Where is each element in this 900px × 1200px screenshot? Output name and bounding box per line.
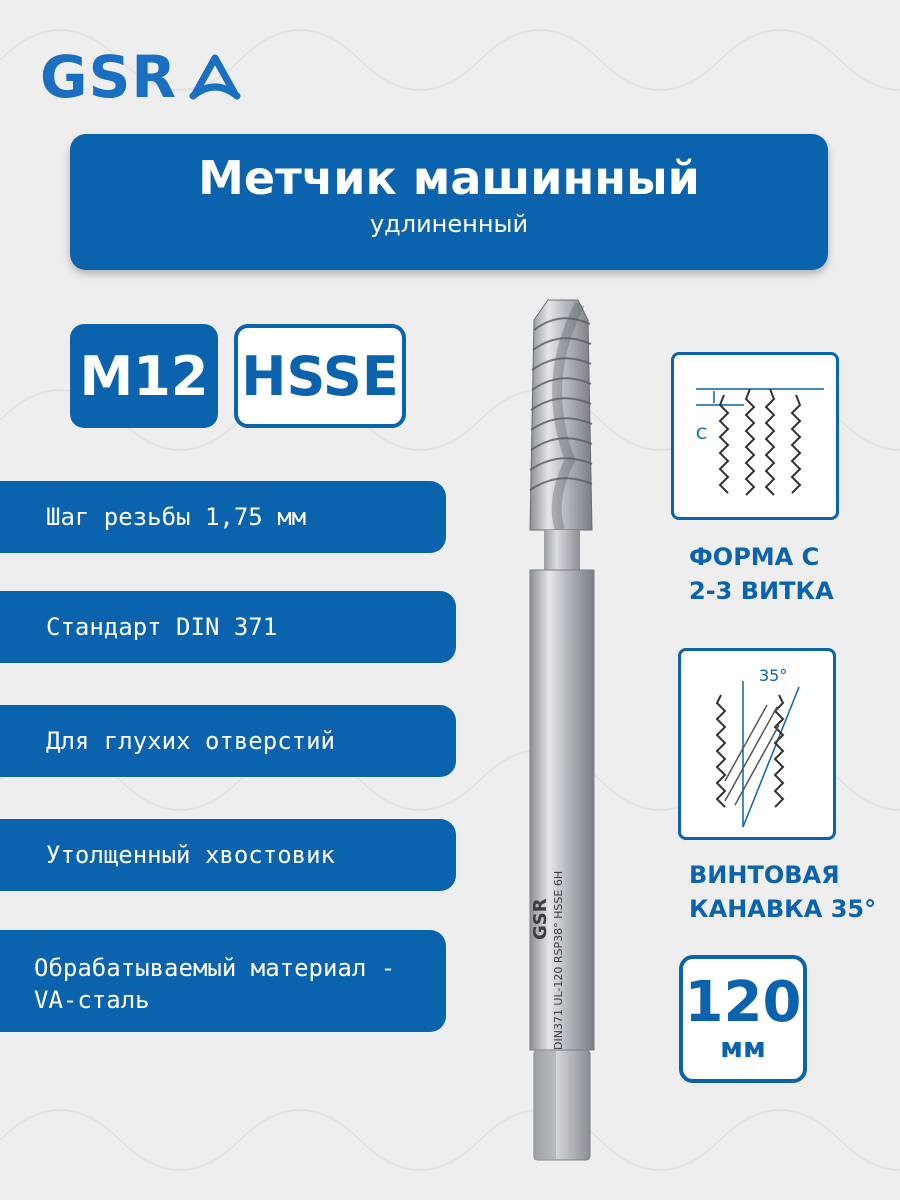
spec-material-line2: VA-сталь — [34, 986, 150, 1014]
form-c-label: C — [696, 424, 708, 443]
form-c-caption — [689, 540, 834, 608]
tap-tool-image — [500, 290, 620, 1170]
flute-caption — [689, 858, 876, 926]
form-c-illustration — [674, 355, 836, 517]
tool-marking-logo: GSR — [530, 898, 551, 940]
form-c-caption-line2: 2-3 ВИТКА — [689, 577, 834, 605]
spec-material — [0, 930, 446, 1032]
brand-logo — [40, 43, 243, 111]
thread-size-badge: M12 — [70, 324, 218, 428]
flute-caption-line2: КАНАВКА 35° — [689, 895, 877, 923]
flute-illustration — [681, 651, 833, 837]
page-subtitle: удлиненный — [369, 210, 529, 238]
length-value: 120 — [684, 970, 802, 1035]
form-c-diagram — [671, 352, 839, 520]
flute-diagram — [678, 648, 836, 840]
brand-logo-text: GSR — [40, 43, 178, 111]
page-title: Метчик машинный — [198, 151, 700, 205]
material-badge: HSSE — [234, 324, 406, 428]
flute-caption-line1: ВИНТОВАЯ — [689, 861, 840, 889]
title-banner — [70, 134, 828, 270]
spec-material-line1: Обрабатываемый материал - — [34, 954, 396, 982]
spec-shank: Утолщенный хвостовик — [0, 819, 456, 891]
spec-standard: Стандарт DIN 371 — [0, 591, 456, 663]
flute-angle-label: 35° — [759, 666, 788, 685]
tool-marking-text: DIN371 UL-120 RSP38° HSSE 6H — [552, 870, 565, 1050]
length-unit: мм — [720, 1031, 766, 1064]
length-badge — [679, 955, 807, 1083]
brand-mark-icon — [187, 54, 243, 100]
spec-thread-pitch: Шаг резьбы 1,75 мм — [0, 481, 446, 553]
spec-blind-holes: Для глухих отверстий — [0, 705, 456, 777]
form-c-caption-line1: ФОРМА С — [689, 543, 820, 571]
